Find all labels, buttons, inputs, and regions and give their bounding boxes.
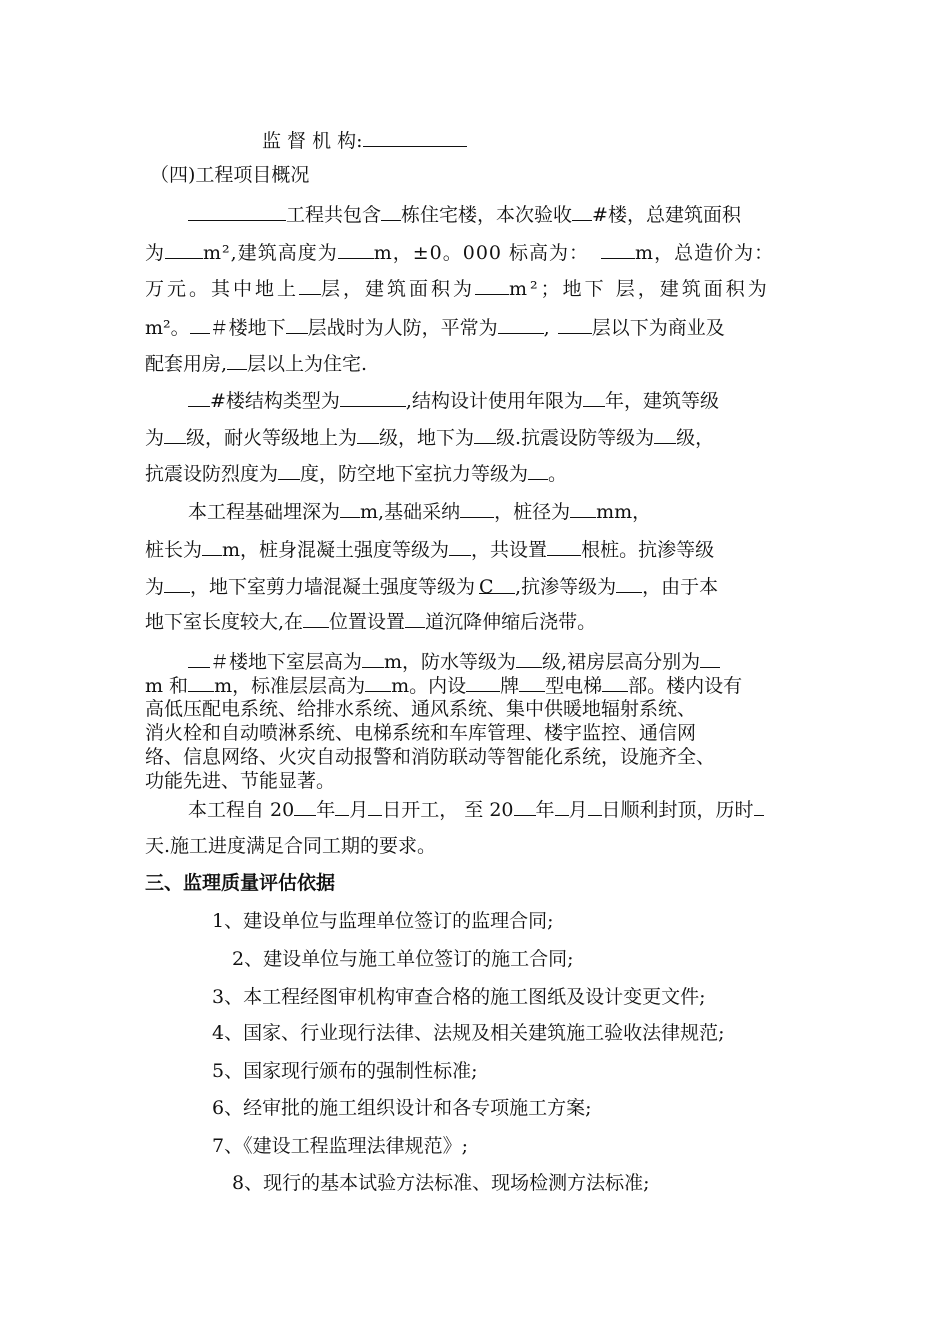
text-fragment: 级.抗震设防等级为 [496, 427, 655, 449]
blank-field [338, 240, 374, 259]
text-fragment: m,基础采纳 [360, 501, 461, 523]
blank-field [528, 461, 548, 480]
p4-line-4: 消火栓和自动喷淋系统、电梯系统和车库管理、楼宇监控、通信网 [145, 722, 697, 744]
blank-field [340, 499, 360, 518]
text-fragment: #楼结构类型为 [210, 390, 340, 412]
supervision-org-line [262, 128, 467, 153]
blank-field [601, 240, 635, 259]
text-fragment: 为 [145, 427, 165, 449]
text-fragment: 栋住宅楼，本次验收 [401, 204, 573, 226]
p3-line-1 [188, 499, 651, 524]
blank-field [558, 315, 592, 334]
text-fragment: 配套用房, [145, 353, 228, 375]
text-fragment: 根桩。抗渗等级 [581, 539, 715, 561]
blank-field [555, 797, 569, 816]
text-fragment: m，标准层层高为 [214, 675, 366, 697]
blank-field [335, 797, 349, 816]
blank-field [498, 315, 544, 334]
blank-field [754, 797, 764, 816]
text-fragment: 本工程自 20 [188, 799, 295, 821]
text-fragment: 型电梯 [545, 675, 603, 697]
text-fragment: 牌 [500, 675, 520, 697]
basis-item-1: 1、建设单位与监理单位签订的监理合同; [212, 910, 554, 932]
blank-field [164, 574, 190, 593]
blank-field [572, 202, 592, 221]
text-fragment: 工程共包含 [286, 204, 382, 226]
blank-field [514, 797, 536, 816]
blank-field [368, 797, 382, 816]
text-fragment: ，由于本 [642, 576, 719, 598]
text-fragment: 层战时为人防，平常为 [307, 317, 498, 339]
p1-line-3 [145, 276, 770, 301]
p1-line-1 [188, 202, 741, 227]
text-fragment: mm， [596, 501, 652, 523]
text-fragment: 地下室长度较大,在 [145, 611, 304, 633]
blank-field [188, 202, 286, 221]
text-fragment: 级,裙房层高分别为 [542, 651, 701, 673]
blank-field [381, 202, 401, 221]
blank-field [474, 425, 496, 444]
text-fragment: 。 [548, 463, 568, 485]
p5-line-1 [188, 797, 764, 822]
blank-field [202, 537, 222, 556]
blank-field [583, 388, 605, 407]
text-fragment: ,抗渗等级为 [515, 576, 617, 598]
blank-field [188, 388, 210, 407]
text-fragment: m²；地下 层，建筑面积为 [509, 278, 770, 300]
blank-field [602, 673, 628, 692]
basis-item-3: 3、本工程经图审机构审查合格的施工图纸及设计变更文件; [212, 986, 706, 1008]
basis-item-5: 5、国家现行颁布的强制性标准; [212, 1060, 478, 1082]
blank-field [365, 673, 391, 692]
blank-field [362, 649, 384, 668]
basis-item-8: 8、现行的基本试验方法标准、现场检测方法标准; [232, 1172, 650, 1194]
text-fragment: 位置设置 [329, 611, 406, 633]
text-fragment: ，地下室剪力墙混凝土强度等级为 [190, 576, 476, 598]
text-fragment: 层以下为商业及 [591, 317, 725, 339]
p1-line-4 [145, 315, 725, 340]
text-fragment: 为 [145, 576, 165, 598]
section-3-title: 三、监理质量评估依据 [145, 872, 336, 894]
blank-field [164, 425, 186, 444]
blank-field [286, 315, 308, 334]
blank-field [449, 537, 471, 556]
text-fragment: 部。楼内设有 [628, 675, 743, 697]
blank-field [278, 461, 300, 480]
text-fragment: ＃楼地下室层高为 [210, 651, 363, 673]
p4-line-6: 功能先进、节能显著。 [145, 770, 336, 792]
blank-field [363, 128, 467, 147]
p3-line-4 [145, 609, 596, 634]
blank-field [570, 499, 596, 518]
text-fragment: 抗震设防烈度为 [145, 463, 279, 485]
text-fragment: m²,建筑高度为 [203, 242, 338, 264]
blank-field [616, 574, 642, 593]
text-fragment: 级， [676, 427, 715, 449]
blank-field [227, 351, 247, 370]
text-fragment: ,结构设计使用年限为 [405, 390, 583, 412]
blank-field [340, 388, 406, 407]
basis-item-6: 6、经审批的施工组织设计和各专项施工方案; [212, 1097, 592, 1119]
p4-line-1 [188, 649, 720, 674]
p1-line-5 [145, 351, 367, 376]
supervision-org-label: 监 督 机 构: [262, 130, 363, 152]
p4-line-5: 络、信息网络、火灾自动报警和消防联动等智能化系统，设施齐全、 [145, 746, 716, 768]
text-fragment: 本工程基础埋深为 [188, 501, 341, 523]
text-fragment: 层，建筑面积为 [321, 278, 476, 300]
blank-field [466, 673, 500, 692]
text-fragment: 万元。其中地上 [145, 278, 300, 300]
text-fragment: m。内设 [391, 675, 467, 697]
concrete-grade-field: C [479, 575, 515, 594]
text-fragment: 度，防空地下室抗力等级为 [300, 463, 529, 485]
text-fragment: , [543, 317, 550, 339]
blank-field [516, 649, 542, 668]
text-fragment: m 和 [145, 675, 189, 697]
p2-line-1 [188, 388, 719, 413]
blank-field [654, 425, 676, 444]
p2-line-2 [145, 425, 714, 450]
p3-line-3 [145, 574, 718, 599]
blank-field [165, 240, 203, 259]
blank-field [303, 609, 329, 628]
text-fragment: ，共设置 [471, 539, 548, 561]
text-fragment: 日顺利封顶，历时 [601, 799, 754, 821]
text-fragment: 级，耐火等级地上为 [186, 427, 358, 449]
basis-item-4: 4、国家、行业现行法律、法规及相关建筑施工验收法律规范; [212, 1022, 725, 1044]
p4-line-3: 高低压配电系统、给排水系统、通风系统、集中供暖地辐射系统、 [145, 698, 697, 720]
text-fragment: 月 [568, 799, 588, 821]
text-fragment: 为 [145, 242, 166, 264]
p5-line-2: 天.施工进度满足合同工期的要求。 [145, 835, 437, 857]
text-fragment: m，±0。000 标高为： [373, 242, 590, 264]
text-fragment: 月 [349, 799, 369, 821]
basis-item-7: 7、《建设工程监理法律规范》; [212, 1135, 468, 1157]
blank-field [700, 649, 720, 668]
text-fragment: 层以上为住宅. [247, 353, 368, 375]
text-fragment: ＃楼地下 [209, 317, 286, 339]
text-fragment: 年 [535, 799, 555, 821]
text-fragment: 桩长为 [145, 539, 203, 561]
section-4-title: （四)工程项目概况 [150, 164, 310, 186]
blank-field [588, 797, 602, 816]
text-fragment: 道沉降伸缩后浇带。 [425, 611, 597, 633]
blank-field [357, 425, 379, 444]
blank-field [405, 609, 425, 628]
text-fragment: 年，建筑等级 [604, 390, 719, 412]
blank-field [190, 315, 210, 334]
text-fragment: #楼，总建筑面积 [592, 204, 741, 226]
p3-line-2 [145, 537, 714, 562]
text-fragment: ，桩径为 [494, 501, 571, 523]
blank-field [299, 276, 321, 295]
p4-line-2 [145, 673, 742, 698]
text-fragment: 年 [316, 799, 336, 821]
p2-line-3 [145, 461, 567, 486]
basis-item-2: 2、建设单位与施工单位签订的施工合同; [232, 948, 574, 970]
blank-field [460, 499, 494, 518]
blank-field [519, 673, 545, 692]
blank-field [294, 797, 316, 816]
text-fragment: m，防水等级为 [384, 651, 517, 673]
blank-field [188, 649, 210, 668]
blank-field [188, 673, 214, 692]
text-fragment: m，总造价为： [635, 242, 775, 264]
text-fragment: m²。 [145, 317, 190, 339]
blank-field [475, 276, 509, 295]
text-fragment: 级，地下为 [379, 427, 475, 449]
text-fragment: 日开工， 至 20 [382, 799, 514, 821]
text-fragment: m，桩身混凝土强度等级为 [222, 539, 450, 561]
blank-field [547, 537, 581, 556]
p1-line-2 [145, 240, 774, 265]
